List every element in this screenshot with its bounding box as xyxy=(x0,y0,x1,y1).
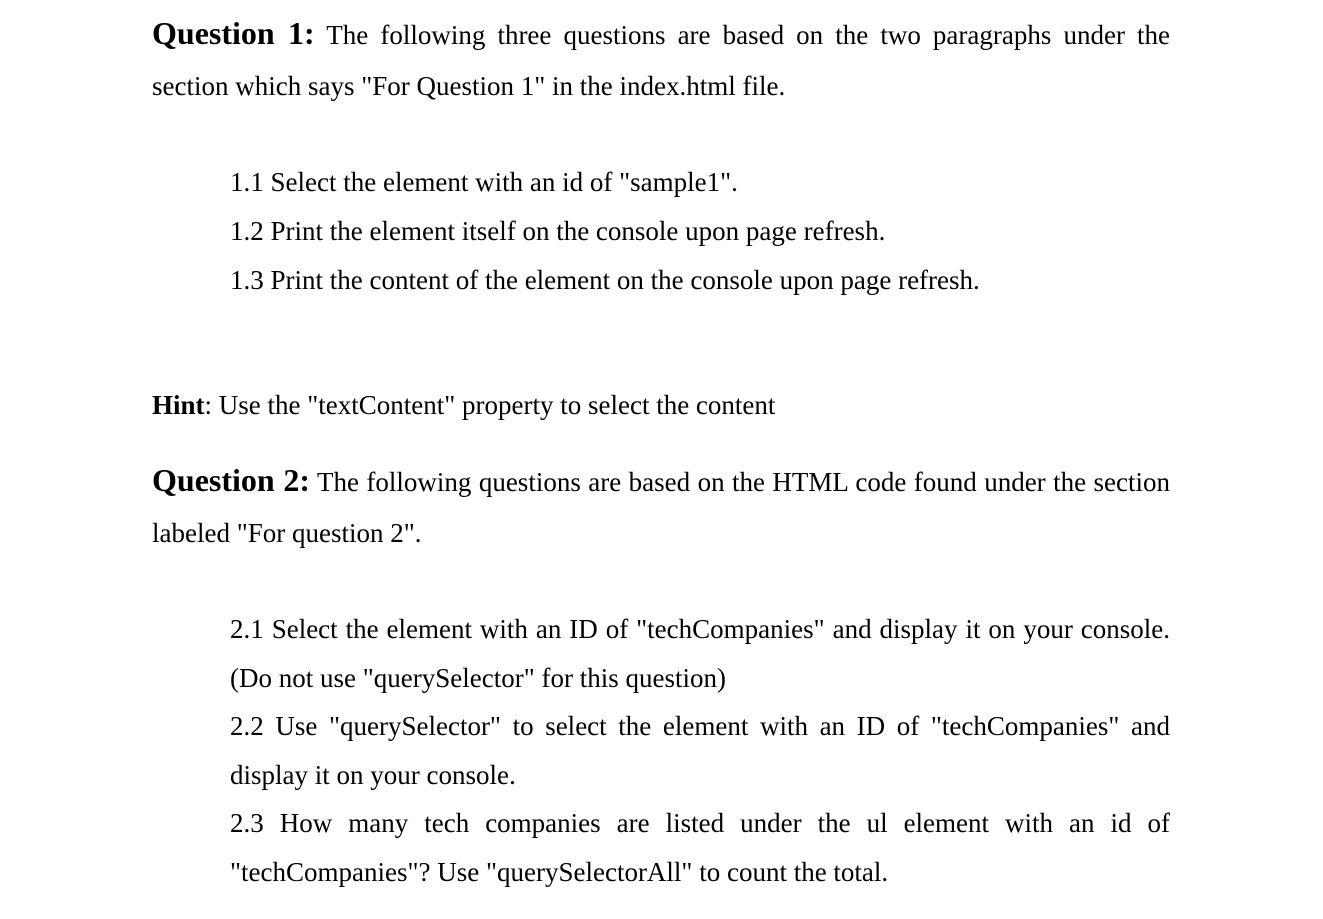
question-1-subitems xyxy=(230,158,1170,305)
hint-paragraph xyxy=(152,380,1170,431)
question-1-paragraph xyxy=(152,8,1170,112)
question-2-text: The following questions are based on the HTML code found under the section labeled "For question 2". xyxy=(152,467,1170,548)
question-1-text: The following three questions are based on the two paragraphs under the section which says "For Question 1" in the index.html file. xyxy=(152,20,1171,101)
subitem-2-2: 2.2 Use "querySelector" to select the element with an ID of "techCompanies" and display it on your console. xyxy=(230,711,1170,790)
hint-label: Hint xyxy=(152,390,205,420)
question-2-label: Question 2: xyxy=(152,462,311,498)
subitem-1-3: 1.3 Print the content of the element on the console upon page refresh. xyxy=(230,265,980,295)
subitem-1-2: 1.2 Print the element itself on the console upon page refresh. xyxy=(230,216,886,246)
question-2-paragraph xyxy=(152,455,1170,559)
subitem-2-3: 2.3 How many tech companies are listed under the ul element with an id of "techCompanies"? Use "querySelectorAll" to count the total. xyxy=(230,808,1170,887)
subitem-2-1: 2.1 Select the element with an ID of "techCompanies" and display it on your console. (Do not use "querySelector" for this question) xyxy=(230,614,1170,693)
question-1-label: Question 1: xyxy=(152,15,315,51)
hint-text: : Use the "textContent" property to select the content xyxy=(204,390,776,420)
question-2-subitems xyxy=(230,605,1170,896)
subitem-1-1: 1.1 Select the element with an id of "sample1". xyxy=(230,167,738,197)
